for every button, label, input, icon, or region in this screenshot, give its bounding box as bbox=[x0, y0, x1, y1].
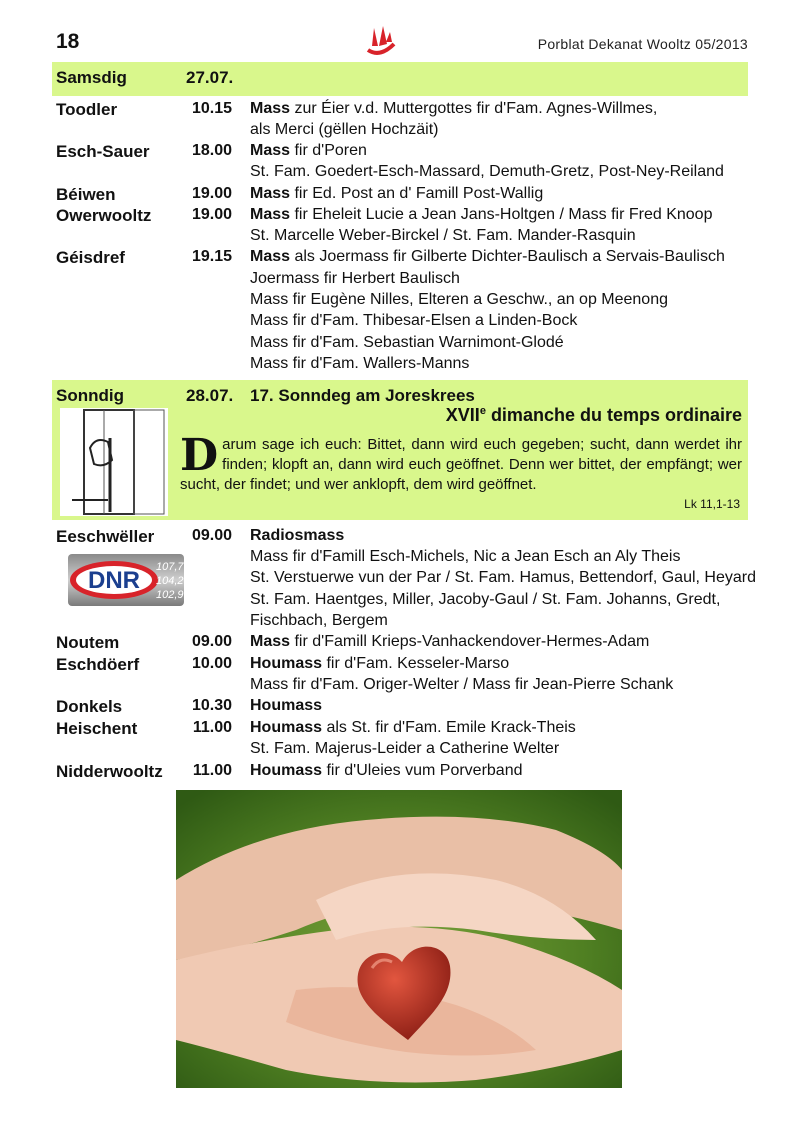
description: Radiosmass bbox=[250, 527, 345, 544]
list-item bbox=[56, 655, 748, 677]
publication-title: Porblat Dekanat Wooltz 05/2013 bbox=[537, 36, 748, 52]
door-knocking-illustration bbox=[60, 408, 168, 516]
description: St. Fam. Majerus-Leider a Catherine Welter bbox=[250, 740, 560, 757]
sunday-day: Sonndig bbox=[56, 386, 124, 405]
place: Géisdref bbox=[56, 248, 125, 267]
list-item bbox=[56, 612, 748, 634]
time: 18.00 bbox=[191, 142, 232, 159]
description: Mass fir d'Fam. Thibesar-Elsen a Linden-Bock bbox=[250, 312, 578, 329]
list-item bbox=[56, 100, 748, 122]
list-item bbox=[56, 527, 748, 549]
description: Mass fir d'Fam. Origer-Welter / Mass fir Jean-Pierre Schank bbox=[250, 676, 674, 693]
dnr-freq-3: 102,9 bbox=[156, 589, 184, 601]
description: Houmass fir d'Uleies vum Porverband bbox=[250, 762, 523, 779]
description: St. Fam. Goedert-Esch-Massard, Demuth-Gretz, Post-Ney-Reiland bbox=[250, 163, 724, 180]
saturday-date: 27.07. bbox=[186, 68, 234, 87]
description: Mass fir Ed. Post an d' Famill Post-Wallig bbox=[250, 185, 544, 202]
place: Nidderwooltz bbox=[56, 762, 163, 781]
description: Fischbach, Bergem bbox=[250, 612, 388, 629]
time: 10.00 bbox=[191, 655, 232, 672]
description: Mass als Joermass fir Gilberte Dichter-Baulisch a Servais-Baulisch bbox=[250, 248, 725, 265]
drop-cap: D bbox=[180, 430, 219, 481]
time: 19.00 bbox=[191, 185, 232, 202]
description: St. Verstuerwe vun der Par / St. Fam. Hamus, Bettendorf, Gaul, Heyard bbox=[250, 569, 756, 586]
list-item bbox=[56, 762, 748, 784]
description: Mass fir d'Fam. Wallers-Manns bbox=[250, 355, 470, 372]
place: Owerwooltz bbox=[56, 206, 152, 225]
time: 10.15 bbox=[191, 100, 232, 117]
sunday-date: 28.07. bbox=[186, 386, 234, 405]
description: Houmass fir d'Fam. Kesseler-Marso bbox=[250, 655, 510, 672]
time: 09.00 bbox=[191, 527, 232, 544]
list-item bbox=[56, 270, 748, 292]
description: Houmass bbox=[250, 697, 323, 714]
description: Mass fir d'Famill Esch-Michels, Nic a Jean Esch an Aly Theis bbox=[250, 548, 681, 565]
description: Mass fir d'Fam. Sebastian Warnimont-Glodé bbox=[250, 334, 564, 351]
description: St. Marcelle Weber-Birckel / St. Fam. Mander-Rasquin bbox=[250, 227, 636, 244]
list-item bbox=[56, 142, 748, 164]
time: 19.00 bbox=[191, 206, 232, 223]
time: 19.15 bbox=[191, 248, 232, 265]
list-item bbox=[56, 697, 748, 719]
dnr-radio-logo bbox=[68, 554, 184, 606]
list-item bbox=[56, 719, 748, 741]
description: Mass fir Eheleit Lucie a Jean Jans-Holtgen / Mass fir Fred Knoop bbox=[250, 206, 713, 223]
dnr-freq-2: 104,2 bbox=[156, 575, 184, 587]
place: Eschdöerf bbox=[56, 655, 140, 674]
sunday-subtitle: XVIIe dimanche du temps ordinaire bbox=[445, 405, 742, 425]
saturday-band bbox=[52, 62, 748, 96]
hands-heart-photo bbox=[176, 790, 622, 1088]
description: Joermass fir Herbert Baulisch bbox=[250, 270, 460, 287]
list-item bbox=[56, 291, 748, 313]
time: 10.30 bbox=[191, 697, 232, 714]
gospel-reference: Lk 11,1-13 bbox=[684, 497, 740, 511]
saturday-day: Samsdig bbox=[56, 68, 127, 87]
parish-logo-icon bbox=[360, 20, 400, 60]
list-item bbox=[56, 185, 748, 207]
list-item bbox=[56, 206, 748, 228]
list-item bbox=[56, 248, 748, 270]
place: Toodler bbox=[56, 100, 118, 119]
dnr-freq-1: 107,7 bbox=[156, 561, 184, 573]
description: St. Fam. Haentges, Miller, Jacoby-Gaul / St. Fam. Johanns, Gredt, bbox=[250, 591, 721, 608]
list-item bbox=[56, 227, 748, 249]
place: Noutem bbox=[56, 633, 120, 652]
description: Mass fir Eugène Nilles, Elteren a Geschw., an op Meenong bbox=[250, 291, 668, 308]
list-item bbox=[56, 740, 748, 762]
list-item bbox=[56, 163, 748, 185]
place: Béiwen bbox=[56, 185, 116, 204]
list-item bbox=[56, 633, 748, 655]
gospel-quote: Darum sage ich euch: Bittet, dann wird euch gegeben; sucht, dann werdet ihr finden; klopft an, dann wird euch geöffnet. Denn wer bittet, der empfängt; wer sucht, der findet; und wer anklopft, dem wird geöffnet. bbox=[180, 430, 742, 493]
time: 11.00 bbox=[192, 762, 232, 779]
time: 09.00 bbox=[191, 633, 232, 650]
list-item bbox=[56, 355, 748, 377]
sunday-title: 17. Sonndeg am Joreskrees bbox=[250, 386, 475, 405]
place: Heischent bbox=[56, 719, 138, 738]
list-item bbox=[56, 312, 748, 334]
description: Houmass als St. fir d'Fam. Emile Krack-Theis bbox=[250, 719, 576, 736]
description: Mass fir d'Famill Krieps-Vanhackendover-Hermes-Adam bbox=[250, 633, 650, 650]
dnr-logo-icon bbox=[68, 554, 184, 606]
place: Eeschwëller bbox=[56, 527, 155, 546]
description: Mass fir d'Poren bbox=[250, 142, 367, 159]
list-item bbox=[56, 676, 748, 698]
list-item bbox=[56, 121, 748, 143]
place: Esch-Sauer bbox=[56, 142, 150, 161]
page-number: 18 bbox=[56, 30, 80, 53]
place: Donkels bbox=[56, 697, 123, 716]
description: Mass zur Éier v.d. Muttergottes fir d'Fam. Agnes-Willmes, bbox=[250, 100, 658, 117]
dnr-logo-text: DNR bbox=[88, 567, 140, 594]
description: als Merci (gëllen Hochzäit) bbox=[250, 121, 439, 138]
time: 11.00 bbox=[192, 719, 232, 736]
list-item bbox=[56, 334, 748, 356]
